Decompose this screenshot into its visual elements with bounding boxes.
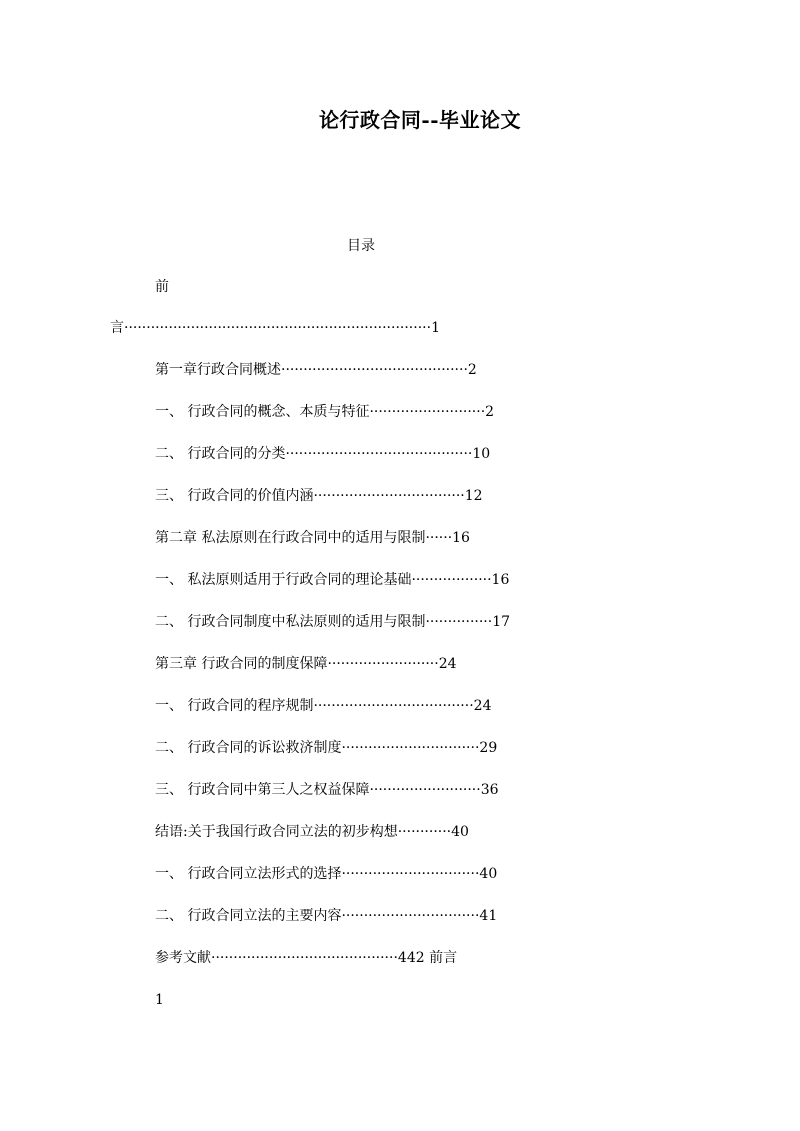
toc-line: 二、 行政合同制度中私法原则的适用与限制···············17 xyxy=(155,614,511,630)
toc-line: 三、 行政合同中第三人之权益保障·························36 xyxy=(155,782,499,798)
toc-line: 1 xyxy=(155,992,164,1008)
toc-line: 言·····································································1 xyxy=(110,320,440,336)
toc-heading: 目录 xyxy=(347,238,375,254)
toc-line: 前 xyxy=(155,279,169,295)
toc-line: 三、 行政合同的价值内涵··································12 xyxy=(155,488,483,504)
toc-line: 第三章 行政合同的制度保障·························24 xyxy=(155,656,457,672)
toc-line: 参考文献··········································442 前言 xyxy=(155,950,458,966)
document-title: 论行政合同--毕业论文 xyxy=(318,108,522,132)
toc-line: 一、 行政合同的程序规制····································24 xyxy=(155,698,492,714)
toc-line: 结语:关于我国行政合同立法的初步构想············40 xyxy=(155,824,469,840)
toc-line: 第一章行政合同概述··········································2 xyxy=(155,362,477,378)
toc-line: 第二章 私法原则在行政合同中的适用与限制······16 xyxy=(155,530,470,546)
toc-line: 一、 行政合同立法形式的选择·······························40 xyxy=(155,866,498,882)
toc-line: 一、 行政合同的概念、本质与特征··························2 xyxy=(155,404,495,420)
toc-line: 二、 行政合同的诉讼救济制度·······························29 xyxy=(155,740,498,756)
toc-line: 一、 私法原则适用于行政合同的理论基础··················16 xyxy=(155,572,510,588)
toc-line: 二、 行政合同的分类··········································10 xyxy=(155,446,491,462)
toc-line: 二、 行政合同立法的主要内容·······························41 xyxy=(155,908,498,924)
